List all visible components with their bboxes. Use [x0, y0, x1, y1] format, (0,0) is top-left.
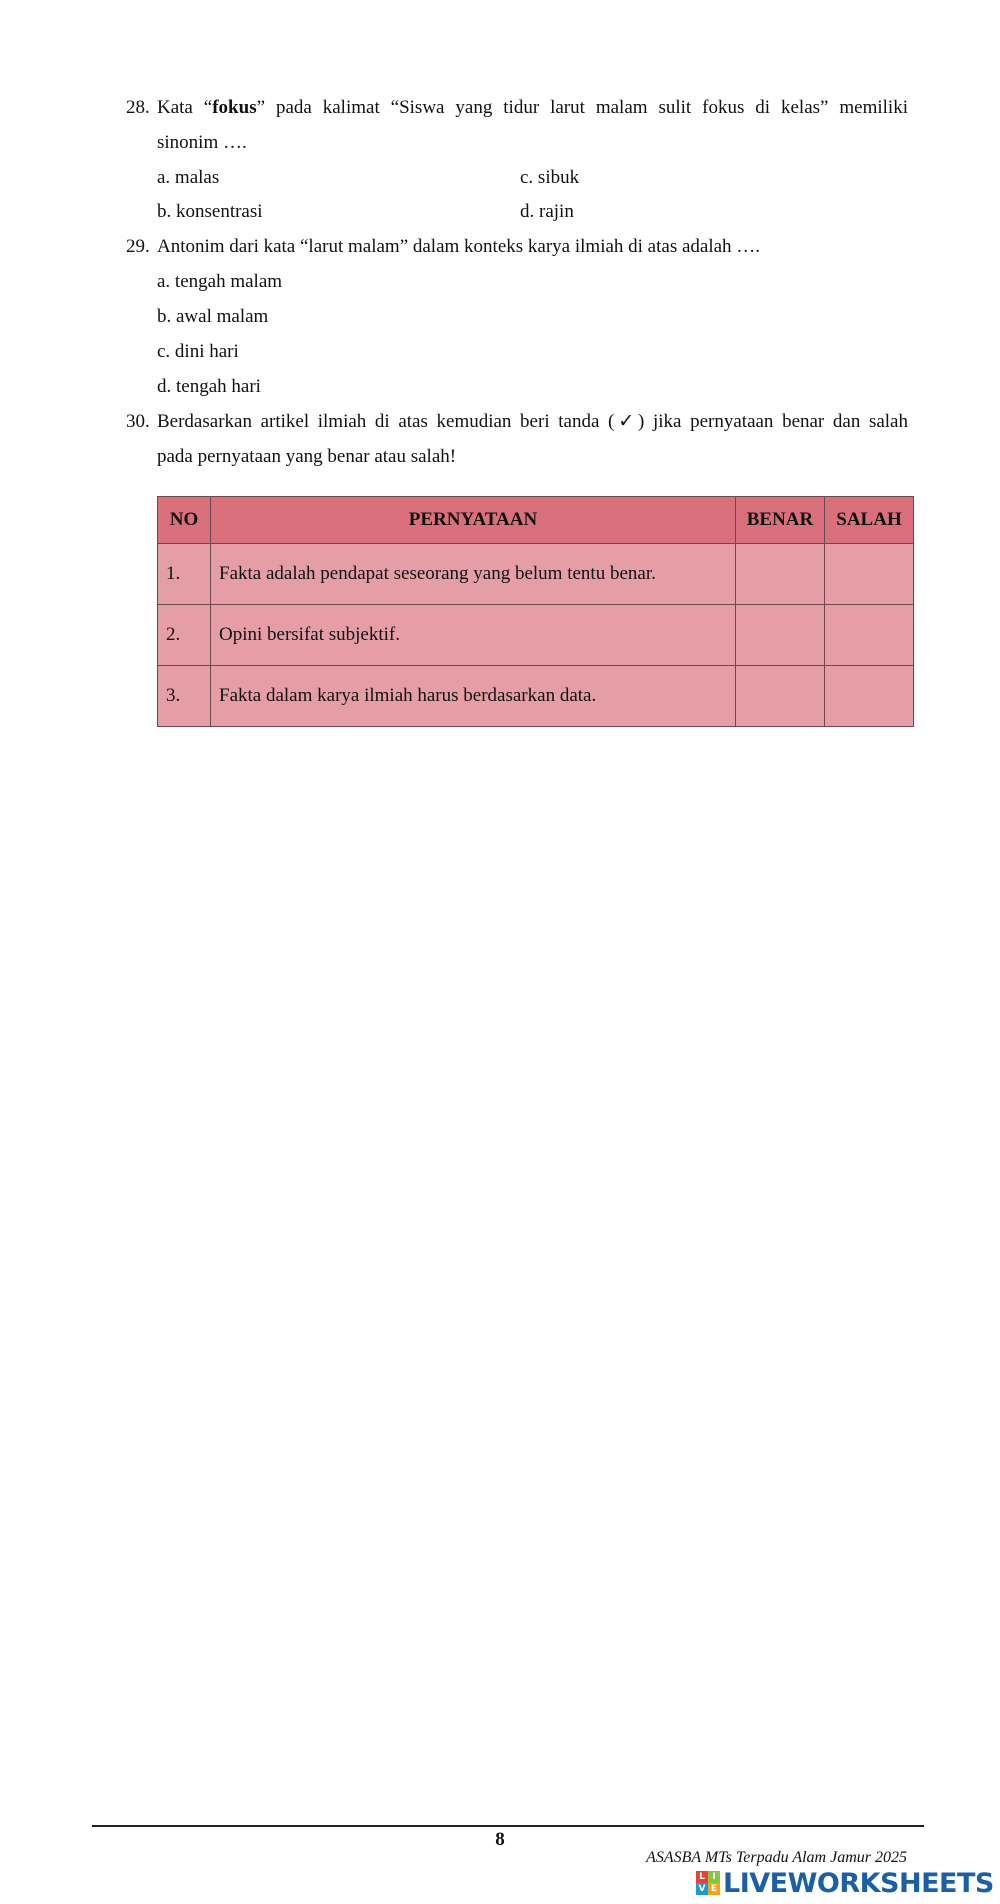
- q28-option-b[interactable]: b. konsentrasi: [157, 201, 263, 222]
- logo-letter-l: L: [696, 1871, 708, 1883]
- row-statement: Opini bersifat subjektif.: [211, 605, 736, 666]
- q28-text-line2: sinonim ….: [157, 132, 247, 153]
- q30-text-line1: Berdasarkan artikel ilmiah di atas kemudian beri tanda (✓) jika pernyataan benar dan salah: [157, 411, 908, 432]
- q29-option-d[interactable]: d. tengah hari: [157, 376, 261, 397]
- q28-number: 28.: [126, 97, 150, 118]
- liveworksheets-logo-icon: [696, 1871, 720, 1895]
- q29-option-b[interactable]: b. awal malam: [157, 306, 269, 327]
- table-row: [158, 605, 914, 666]
- q30-number: 30.: [126, 411, 150, 432]
- row-number: 3.: [158, 666, 211, 727]
- table-row: [158, 544, 914, 605]
- logo-letter-i: I: [708, 1871, 720, 1883]
- header-true: BENAR: [736, 497, 825, 544]
- q28-option-a[interactable]: a. malas: [157, 167, 220, 188]
- logo-letter-e: E: [708, 1883, 720, 1895]
- row-1-false-checkbox[interactable]: [825, 544, 914, 605]
- footer-school-label: ASASBA MTs Terpadu Alam Jamur 2025: [646, 1849, 907, 1866]
- liveworksheets-wordmark: LIVEWORKSHEETS: [723, 1867, 994, 1899]
- header-false: SALAH: [825, 497, 914, 544]
- row-1-true-checkbox[interactable]: [736, 544, 825, 605]
- table-header-row: [158, 497, 914, 544]
- q28-keyword: fokus: [212, 97, 257, 118]
- q29-option-a[interactable]: a. tengah malam: [157, 271, 283, 292]
- row-3-false-checkbox[interactable]: [825, 666, 914, 727]
- row-number: 2.: [158, 605, 211, 666]
- header-no: NO: [158, 497, 211, 544]
- row-statement: Fakta adalah pendapat seseorang yang belum tentu benar.: [211, 544, 736, 605]
- footer-divider: [92, 1825, 924, 1827]
- logo-letter-v: V: [696, 1883, 708, 1895]
- page-number: 8: [495, 1829, 505, 1850]
- statement-table: [157, 496, 914, 727]
- q28-option-c[interactable]: c. sibuk: [520, 167, 580, 188]
- q28-text-line1: Kata “fokus” pada kalimat “Siswa yang tidur larut malam sulit fokus di kelas” memiliki: [157, 97, 908, 118]
- q29-text: Antonim dari kata “larut malam” dalam konteks karya ilmiah di atas adalah ….: [157, 236, 761, 257]
- q29-number: 29.: [126, 236, 150, 257]
- table-row: [158, 666, 914, 727]
- row-3-true-checkbox[interactable]: [736, 666, 825, 727]
- liveworksheets-brand[interactable]: [696, 1868, 994, 1898]
- row-2-true-checkbox[interactable]: [736, 605, 825, 666]
- q30-text-line2: pada pernyataan yang benar atau salah!: [157, 446, 457, 467]
- row-number: 1.: [158, 544, 211, 605]
- row-statement: Fakta dalam karya ilmiah harus berdasarkan data.: [211, 666, 736, 727]
- row-2-false-checkbox[interactable]: [825, 605, 914, 666]
- q29-option-c[interactable]: c. dini hari: [157, 341, 239, 362]
- q28-option-d[interactable]: d. rajin: [520, 201, 574, 222]
- header-statement: PERNYATAAN: [211, 497, 736, 544]
